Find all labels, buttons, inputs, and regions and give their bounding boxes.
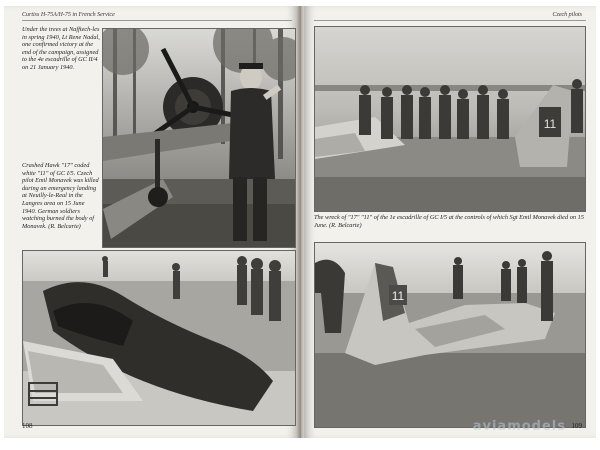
header-rule — [22, 20, 292, 21]
tail-marking-closeup: 11 — [391, 289, 405, 303]
photo-pilot-image — [103, 29, 295, 247]
photo-soldiers-image — [315, 27, 585, 211]
caption-photo-2: Crashed Hawk "17" coded white "11" of GC I/5. Czech pilot Emil Monavek was killed during an emergency landing at Neuilly-le-Real in the Langres area on 15 June 1940. German soldiers watching burned the body of Monavek. (R. Belcarte) — [22, 162, 99, 230]
page-number-right: 109 — [571, 422, 582, 430]
caption-photo-3: The wreck of "17" "11" of the 1e escadrille of GC I/5 at the controls of which Sgt Emil Monavek died on 15 June. (R. Belcarte) — [314, 214, 584, 229]
photo-field-image — [315, 243, 585, 427]
header-rule — [314, 20, 586, 21]
running-head-right: Czech pilots — [552, 12, 582, 18]
running-head-left: Curtiss H-75A/H-75 in French Service — [22, 12, 115, 18]
watermark-logo: aviamodels — [472, 419, 566, 434]
caption-photo-1: Under the trees at Nafftech-les in spring 1940, Lt Rene Nadal, one confirmed victory at the end of the campaign, assigned to the 4e escadrille of GC II/4 on 21 January 1940. — [22, 26, 100, 71]
photo-crashed-plane-field — [314, 242, 586, 428]
photo-crash-image — [23, 251, 295, 425]
page-number-left: 108 — [22, 422, 33, 430]
photo-soldiers-wreck — [314, 26, 586, 212]
left-page — [4, 6, 298, 438]
tail-marking: 11 — [543, 117, 557, 131]
photo-crashed-hawk — [22, 250, 296, 426]
right-page — [304, 6, 596, 438]
photo-pilot-by-aircraft — [102, 28, 296, 248]
book-spread — [4, 6, 596, 438]
